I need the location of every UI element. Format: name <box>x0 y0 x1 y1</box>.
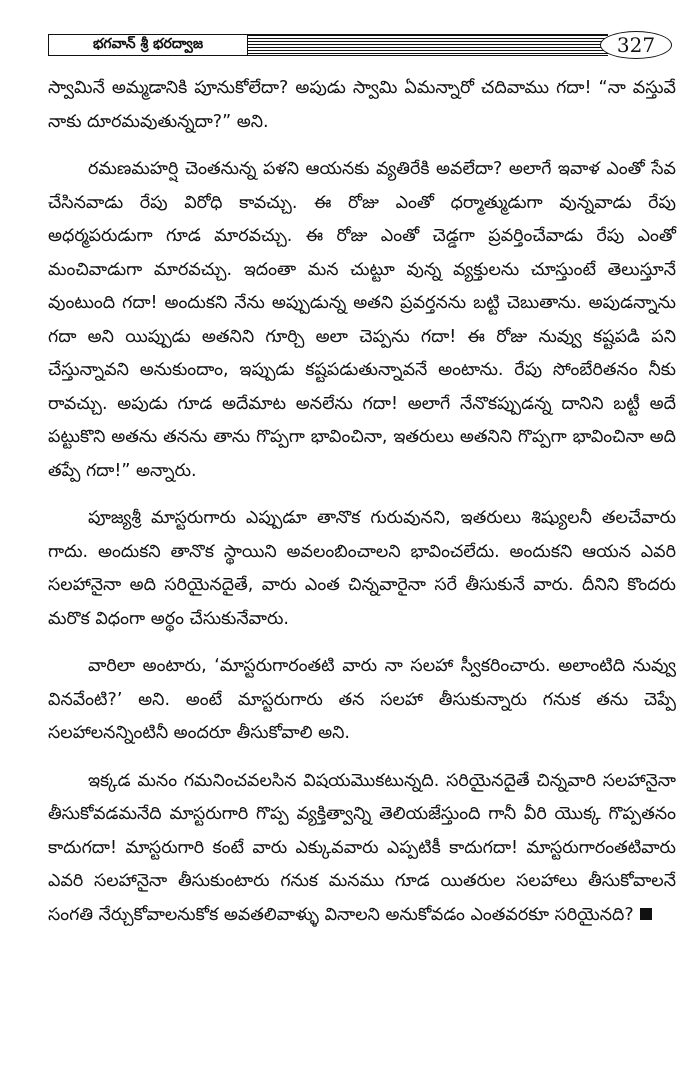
page-body <box>48 72 676 946</box>
paragraph-3: పూజ్యశ్రీ మాస్టరుగారు ఎప్పుడూ తానొక గురువునని, ఇతరులు శిష్యులనీ తలచేవారు గాదు. అందుకని తానొక స్థాయిని అవలంబించాలని భావించలేదు. అందుకని ఆయన ఎవరి సలహానైనా అది సరియైనదైతే, వారు ఎంత చిన్నవారైనా సరే తీసుకునే వారు. దీనిని కొందరు మరొక విధంగా అర్థం చేసుకునేవారు. <box>48 508 676 629</box>
header-rule-lines <box>248 34 608 56</box>
paragraph-2: రమణమహర్షి చెంతనున్న పళని ఆయనకు వ్యతిరేకి అవలేదా? అలాగే ఇవాళ ఎంతో సేవ చేసినవాడు రేపు విరోధి కావచ్చు. ఈ రోజు ఎంతో ధర్మాత్ముడుగా వున్నవాడు రేపు అధర్మపరుడుగా గూడ మారవచ్చు. ఈ రోజు ఎంతో చెడ్డగా ప్రవర్తించేవాడు రేపు ఎంతో మంచివాడుగా మారవచ్చు. ఇదంతా మన చుట్టూ వున్న వ్యక్తులను చూస్తుంటే తెలుస్తూనే వుంటుంది గదా! అందుకని నేను అప్పుడున్న అతని ప్రవర్తనను బట్టి చెబుతాను. అపుడన్నాను గదా అని యిప్పుడు అతనిని గూర్చి అలా చెప్పను గదా! ఈ రోజు నువ్వు కష్టపడి పని చేస్తున్నావని అనుకుందాం, ఇప్పుడు కష్టపడుతున్నావనే అంటాను. రేపు సోంబేరితనం నీకు రావచ్చు. అపుడు గూడ అదేమాట అనలేను గదా! అలాగే నేనొకప్పుడన్న దానిని బట్టీ అదే పట్టుకొని అతను తనను తాను గొప్పగా భావించినా, ఇతరులు అతనిని గొప్పగా భావించినా అది తప్పే గదా!” అన్నారు. <box>48 159 676 481</box>
page-number: 327 <box>600 31 672 59</box>
header-title: భగవాన్ శ్రీ భరద్వాజ <box>48 34 248 56</box>
running-header <box>48 34 676 58</box>
end-of-section-square-icon <box>640 908 652 920</box>
paragraph-1: స్వామినే అమ్మడానికి పూనుకోలేదా? అపుడు స్వామి ఏమన్నారో చదివాము గదా! “నా వస్తువే నాకు దూరమవుతున్నదా?” అని. <box>48 78 676 132</box>
paragraph-4: వారిలా అంటారు, ‘మాస్టరుగారంతటి వారు నా సలహా స్వీకరించారు. అలాంటిది నువ్వు వినవేంటి?’ అని. అంటే మాస్టరుగారు తన సలహా తీసుకున్నారు గనుక తను చెప్పే సలహాలనన్నింటినీ అందరూ తీసుకోవాలి అని. <box>48 656 676 743</box>
paragraph-5 <box>48 765 676 933</box>
paragraph-5-text: ఇక్కడ మనం గమనించవలసిన విషయమొకటున్నది. సరియైనదైతే చిన్నవారి సలహానైనా తీసుకోవడమనేది మాస్టరుగారి గొప్ప వ్యక్తిత్వాన్ని తెలియజేస్తుంది గానీ వీరి యొక్క గొప్పతనం కాదుగదా! మాస్టరుగారి కంటే వారు ఎక్కువవారు ఎప్పటికీ కాదుగదా! మాస్టరుగారంతటివారు ఎవరి సలహానైనా తీసుకుంటారు గనుక మనము గూడ యితరుల సలహాలు తీసుకోవాలనే సంగతి నేర్చుకోవాలనుకోక అవతలివాళ్ళు వినాలని అనుకోవడం ఎంతవరకూ సరియైనది? <box>48 770 676 925</box>
